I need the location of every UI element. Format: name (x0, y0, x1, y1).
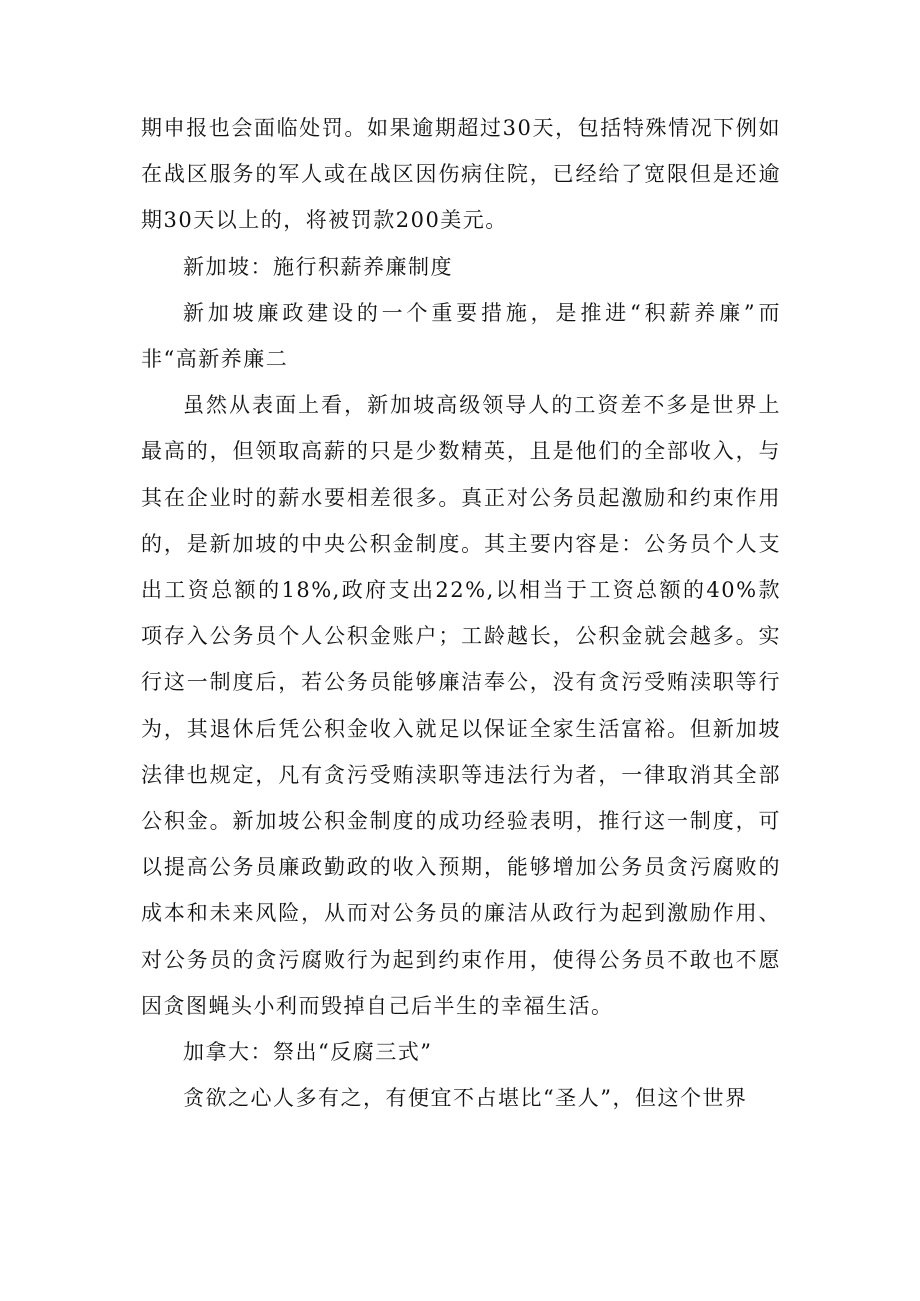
paragraph-canada-intro: 贪欲之心人多有之，有便宜不占堪比“圣人”，但这个世界 (183, 1086, 748, 1111)
paragraph-continuation: 期申报也会面临处罚。如果逾期超过30天，包括特殊情况下例如在战区服务的军人或在战区因伤病住院，已经给了宽限但是还逾期30天以上的，将被罚款200美元。 (141, 116, 781, 233)
document-body (141, 105, 781, 1121)
section-heading-singapore: 新加坡：施行积薪养廉制度 (183, 254, 453, 279)
paragraph-singapore-intro: 新加坡廉政建设的一个重要措施，是推进“积薪养廉”而非“高新养廉二 (141, 300, 781, 372)
section-heading-canada: 加拿大：祭出“反腐三式” (183, 1040, 433, 1065)
paragraph-singapore-provident-fund: 虽然从表面上看，新加坡高级领导人的工资差不多是世界上最高的，但领取高薪的只是少数精英，且是他们的全部收入，与其在企业时的薪水要相差很多。真正对公务员起激励和约束作用的，是新加坡的中央公积金制度。其主要内容是：公务员个人支出工资总额的18%,政府支出22%,以相当于工资总额的40%款项存入公务员个人公积金账户；工龄越长，公积金就会越多。实行这一制度后，若公务员能够廉洁奉公，没有贪污受贿渎职等行为，其退休后凭公积金收入就足以保证全家生活富裕。但新加坡法律也规定，凡有贪污受贿渎职等违法行为者，一律取消其全部公积金。新加坡公积金制度的成功经验表明，推行这一制度，可以提高公务员廉政勤政的收入预期，能够增加公务员贪污腐败的成本和未来风险，从而对公务员的廉洁从政行为起到激励作用、对公务员的贪污腐败行为起到约束作用，使得公务员不敢也不愿因贪图蝇头小利而毁掉自己后半生的幸福生活。 (141, 393, 781, 1018)
